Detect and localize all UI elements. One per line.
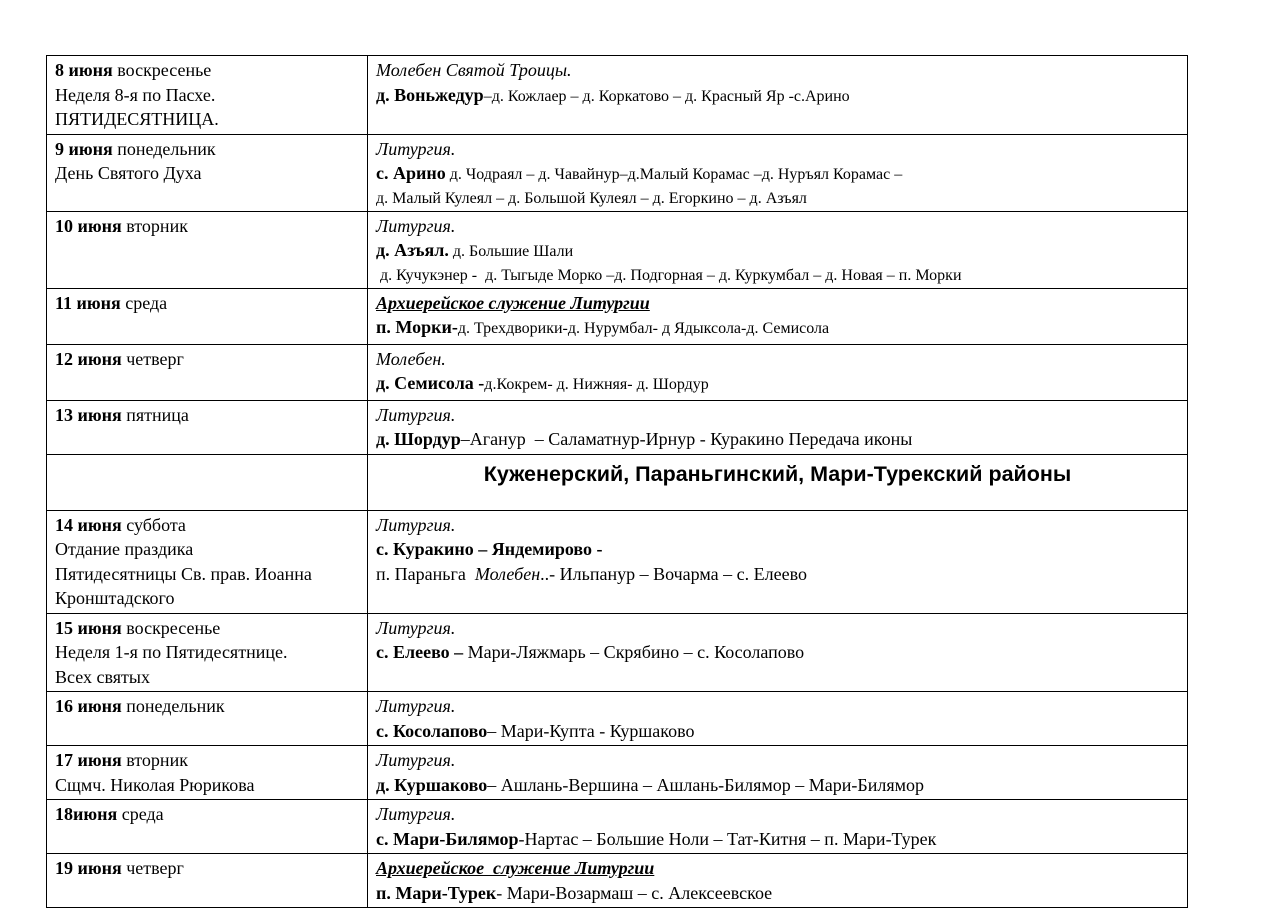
service-cell (368, 746, 1188, 800)
service-cell (368, 288, 1188, 344)
weekday: воскресенье (112, 60, 212, 80)
note-line: Кронштадского (55, 588, 175, 608)
service-cell (368, 134, 1188, 211)
date-cell (47, 510, 368, 613)
date: 17 июня (55, 750, 122, 770)
route-rest: –д. Кожлаер – д. Коркатово – д. Красный Яр -с.Арино (483, 87, 850, 105)
date: 16 июня (55, 696, 122, 716)
weekday: четверг (121, 348, 184, 369)
service-type: Литургия. (376, 617, 456, 638)
service-type: Литургия. (376, 514, 456, 535)
note-line: День Святого Духа (55, 163, 202, 183)
date-cell (47, 400, 368, 454)
route-start: с. Мари-Билямор (376, 828, 519, 849)
date: 19 июня (55, 858, 122, 878)
route-start: с. Арино (376, 163, 446, 183)
date: 11 июня (55, 292, 121, 313)
service-type: Литургия. (376, 750, 456, 770)
service-cell (368, 211, 1188, 288)
service-type: Литургия. (376, 696, 456, 716)
date: 15 июня (55, 617, 122, 638)
route-line2: д. Малый Кулеял – д. Большой Кулеял – д. Егоркино – д. Азъял (376, 189, 807, 207)
table-row (47, 854, 1188, 908)
route-start: с. Елеево – (376, 642, 464, 662)
note-line: Пятидесятницы Св. прав. Иоанна (55, 563, 312, 584)
service-cell (368, 613, 1188, 692)
section-cell (368, 454, 1188, 510)
table-row (47, 800, 1188, 854)
date: 18июня (55, 804, 118, 824)
date: 8 июня (55, 60, 113, 80)
table-row (47, 288, 1188, 344)
service-cell (368, 56, 1188, 135)
weekday: понедельник (112, 138, 216, 159)
service-type: Литургия. (376, 804, 456, 824)
weekday: воскресенье (121, 617, 221, 638)
date: 12 июня (55, 348, 122, 369)
route-rest: – Мари-Купта - Куршаково (487, 720, 695, 741)
route-start: д. Куршаково (376, 774, 488, 795)
weekday: среда (117, 804, 164, 824)
note-line: Отдание праздика (55, 539, 194, 559)
schedule-table (46, 55, 1188, 908)
service-type: Архиерейское служение Литургии (376, 858, 655, 878)
section-title: Куженерский, Параньгинский, Мари-Турекский районы (483, 461, 1072, 486)
section-row (47, 454, 1188, 510)
date-cell (47, 288, 368, 344)
date-cell (47, 134, 368, 211)
route-rest: -Нартас – Большие Ноли – Тат-Китня – п. Мари-Турек (518, 828, 937, 849)
route-rest: Мари-Ляжмарь – Скрябино – с. Косолапово (463, 642, 805, 662)
date: 9 июня (55, 138, 113, 159)
service-type: Архиерейское служение Литургии (376, 292, 650, 313)
route-line2: д. Кучукэнер - д. Тыгыде Морко –д. Подгорная – д. Куркумбал – д. Новая – п. Морки (376, 266, 962, 284)
service-cell (368, 344, 1188, 400)
route-start: д. Семисола - (376, 373, 485, 393)
date-cell (47, 56, 368, 135)
note-line: Сщмч. Николая Рюрикова (55, 774, 255, 795)
service-cell (368, 692, 1188, 746)
route-line2-start: п. Параньга (376, 563, 475, 584)
route-rest: д. Чодраял – д. Чавайнур–д.Малый Корамас –д. Нуръял Корамас – (445, 166, 903, 183)
service-cell (368, 800, 1188, 854)
route-start: с. Косолапово (376, 720, 488, 741)
note-line: Всех святых (55, 666, 150, 687)
date: 13 июня (55, 404, 122, 425)
table-row (47, 134, 1188, 211)
route-start: д. Воньжедур (376, 84, 484, 105)
route-start: д. Шордур (376, 429, 461, 449)
route-start: п. Морки- (376, 317, 458, 337)
table-row (47, 344, 1188, 400)
table-row (47, 400, 1188, 454)
route-start: д. Азъял. (376, 240, 449, 260)
date-cell (47, 746, 368, 800)
weekday: среда (120, 292, 168, 313)
route-rest: д. Большие Шали (448, 243, 574, 260)
date-cell (47, 800, 368, 854)
weekday: вторник (121, 750, 188, 770)
date: 10 июня (55, 215, 122, 236)
weekday: вторник (121, 215, 188, 236)
route-line2-moleben: Молебен (474, 563, 541, 584)
service-type: Литургия. (376, 404, 456, 425)
note-line: Неделя 8-я по Пасхе. (55, 84, 216, 105)
route-rest: –Аганур – Саламатнур-Ирнур - Куракино Передача иконы (460, 429, 913, 449)
service-type: Литургия. (376, 215, 456, 236)
table-row (47, 56, 1188, 135)
table-row (47, 510, 1188, 613)
table-row (47, 692, 1188, 746)
note-line: ПЯТИДЕСЯТНИЦА. (55, 109, 219, 129)
route-start: с. Куракино – Яндемирово - (376, 539, 603, 559)
date-cell (47, 854, 368, 908)
route-rest: д.Кокрем- д. Нижняя- д. Шордур (484, 376, 709, 393)
service-type: Молебен Святой Троицы. (376, 60, 572, 80)
route-line2-end: ..- Ильпанур – Вочарма – с. Елеево (540, 563, 807, 584)
date-cell (47, 344, 368, 400)
route-start: п. Мари-Турек (376, 882, 497, 903)
note-line: Неделя 1-я по Пятидесятнице. (55, 642, 288, 662)
empty-cell (47, 454, 368, 510)
service-type: Литургия. (376, 138, 456, 159)
route-rest: – Ашлань-Вершина – Ашлань-Билямор – Мари-Билямор (487, 774, 925, 795)
service-cell (368, 400, 1188, 454)
table-row (47, 211, 1188, 288)
table-row (47, 613, 1188, 692)
service-cell (368, 854, 1188, 908)
weekday: понедельник (121, 696, 225, 716)
weekday: четверг (121, 858, 184, 878)
date: 14 июня (55, 514, 122, 535)
service-cell (368, 510, 1188, 613)
date-cell (47, 613, 368, 692)
route-rest: - Мари-Возармаш – с. Алексеевское (496, 882, 773, 903)
table-row (47, 746, 1188, 800)
service-type: Молебен. (376, 348, 446, 369)
date-cell (47, 211, 368, 288)
date-cell (47, 692, 368, 746)
weekday: суббота (121, 514, 186, 535)
route-rest: д. Трехдворики-д. Нурумбал- д Ядыксола-д. Семисола (457, 320, 830, 337)
weekday: пятница (121, 404, 189, 425)
